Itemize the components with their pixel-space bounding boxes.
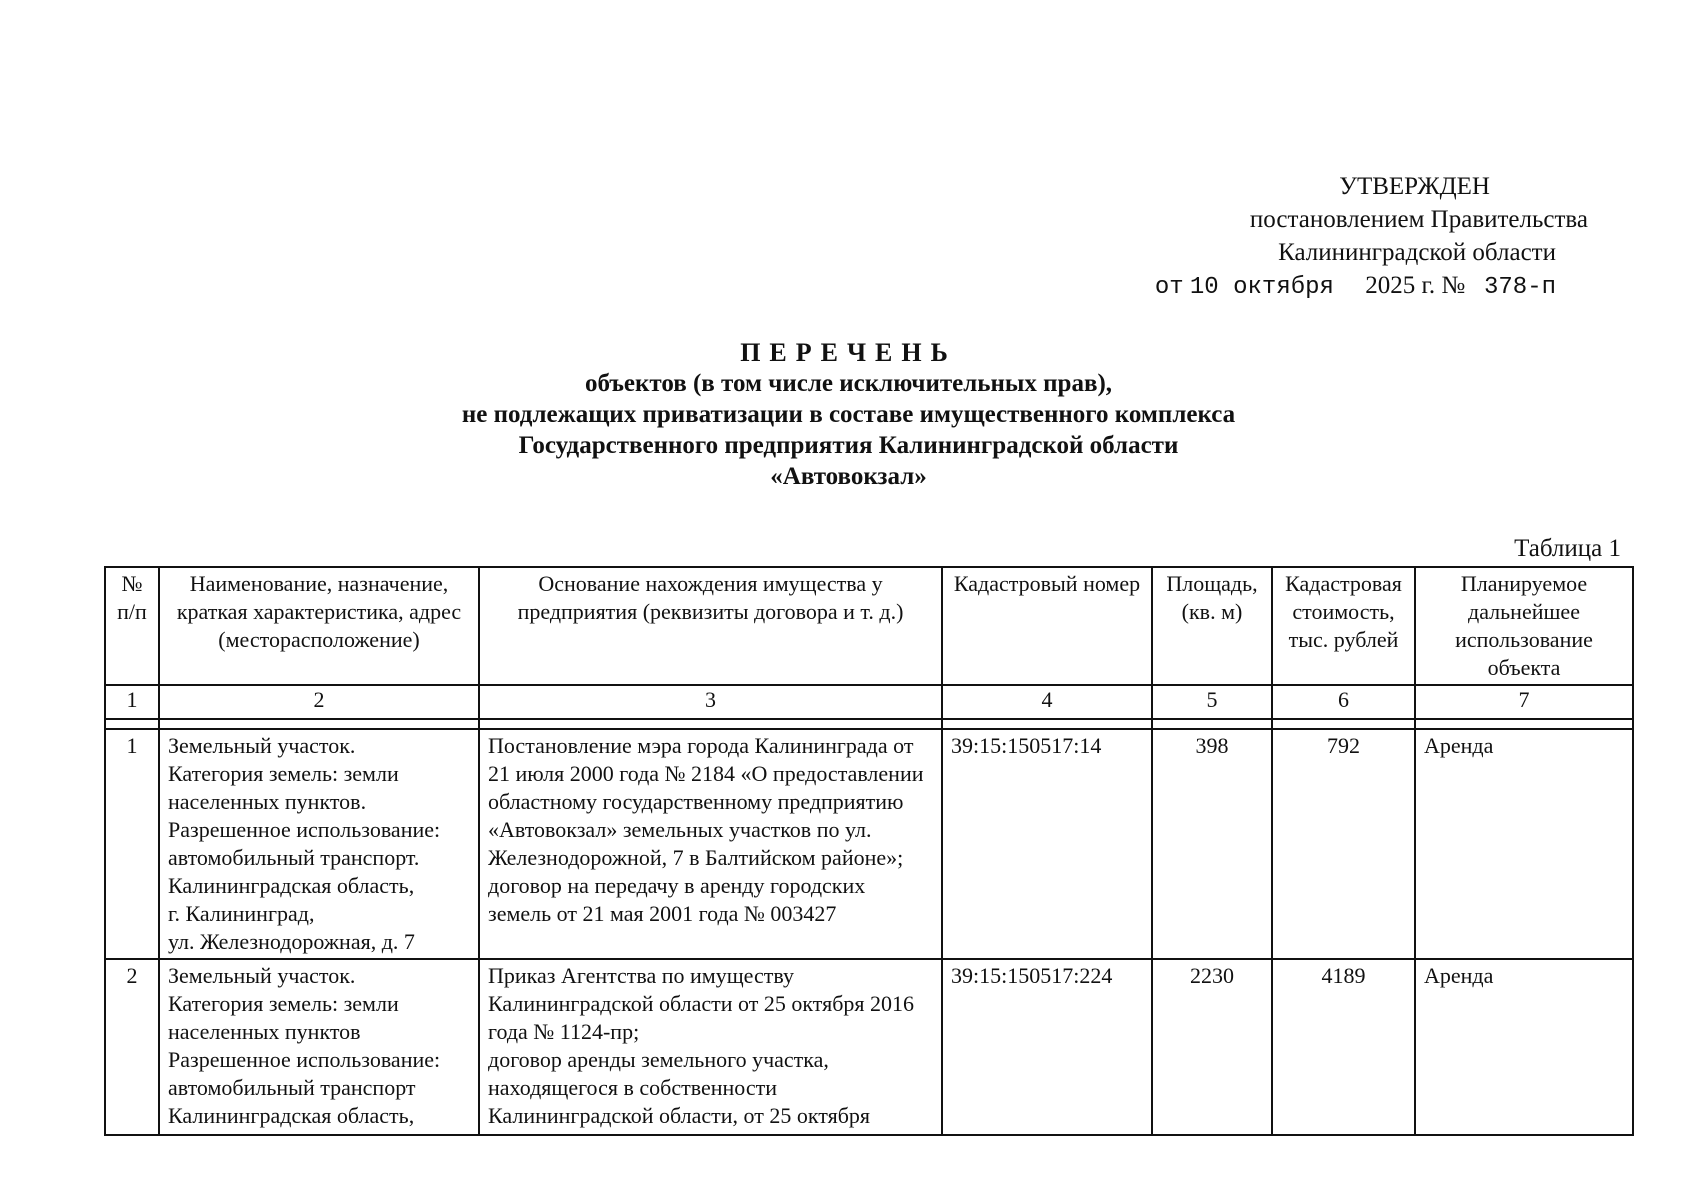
header-use: Планируемое дальнейшее использование объекта	[1415, 567, 1633, 685]
heading-line-1: объектов (в том числе исключительных прав),	[584, 370, 1113, 397]
row-area: 2230	[1152, 959, 1272, 1135]
row-name: Земельный участок. Категория земель: земли населенных пунктов. Разрешенное использование: автомобильный транспорт. Калининградская область, г. Калининград, ул. Железнодорожная, д. 7	[159, 729, 479, 959]
header-area: Площадь, (кв. м)	[1152, 567, 1272, 685]
row-cadastral: 39:15:150517:14	[942, 729, 1152, 959]
column-number: 6	[1272, 685, 1415, 719]
header-value: Кадастровая стоимость, тыс. рублей	[1272, 567, 1415, 685]
heading-line-4: «Автовокзал»	[770, 463, 927, 490]
date-prefix: от	[1154, 274, 1184, 301]
row-basis: Постановление мэра города Калининграда от 21 июля 2000 года № 2184 «О предоставлении областному государственному предприятию «Автовокзал» земельных участков по ул. Железнодорожной, 7 в Балтийском районе»; договор на передачу в аренду городских земель от 21 мая 2001 года № 003427	[479, 729, 942, 959]
column-number: 5	[1152, 685, 1272, 719]
row-value: 4189	[1272, 959, 1415, 1135]
approval-stamp: УТВЕРЖДЕН	[1339, 173, 1490, 200]
approval-decree-line: постановлением Правительства	[1249, 206, 1588, 233]
column-number: 4	[942, 685, 1152, 719]
heading-line-3: Государственного предприятия Калининградской области	[518, 432, 1179, 459]
row-name: Земельный участок. Категория земель: земли населенных пунктов Разрешенное использование: автомобильный транспорт Калининградская область,	[159, 959, 479, 1135]
row-num: 2	[105, 959, 159, 1135]
approval-region-line: Калининградской области	[1278, 239, 1556, 266]
header-name: Наименование, назначение, краткая характеристика, адрес (месторасположение)	[159, 567, 479, 685]
row-gap	[105, 719, 1633, 729]
objects-table	[104, 566, 1634, 1136]
column-number: 7	[1415, 685, 1633, 719]
column-number: 2	[159, 685, 479, 719]
table-label: Таблица 1	[1514, 535, 1621, 562]
row-basis: Приказ Агентства по имуществу Калининградской области от 25 октября 2016 года № 1124-пр; договор аренды земельного участка, находящегося в собственности Калининградской области, от 25 октября	[479, 959, 942, 1135]
row-use: Аренда	[1415, 729, 1633, 959]
heading-line-2: не подлежащих приватизации в составе имущественного комплекса	[461, 401, 1236, 428]
column-number: 3	[479, 685, 942, 719]
table-row	[105, 729, 1633, 959]
row-value: 792	[1272, 729, 1415, 959]
header-basis: Основание нахождения имущества у предприятия (реквизиты договора и т. д.)	[479, 567, 942, 685]
table-row	[105, 959, 1633, 1135]
document-title: ПЕРЕЧЕНЬ	[740, 338, 957, 367]
column-number-row	[105, 685, 1633, 719]
approval-date-line	[1032, 269, 1592, 304]
date-year: 2025 г. №	[1365, 272, 1466, 299]
header-cadastral: Кадастровый номер	[942, 567, 1152, 685]
row-cadastral: 39:15:150517:224	[942, 959, 1152, 1135]
approval-block	[1032, 170, 1592, 304]
table-header-row	[105, 567, 1633, 685]
row-area: 398	[1152, 729, 1272, 959]
header-num: № п/п	[105, 567, 159, 685]
date-day-month: 10 октября	[1189, 274, 1334, 301]
document-heading	[0, 337, 1697, 492]
decree-number: 378-п	[1483, 274, 1556, 301]
row-num: 1	[105, 729, 159, 959]
row-use: Аренда	[1415, 959, 1633, 1135]
column-number: 1	[105, 685, 159, 719]
